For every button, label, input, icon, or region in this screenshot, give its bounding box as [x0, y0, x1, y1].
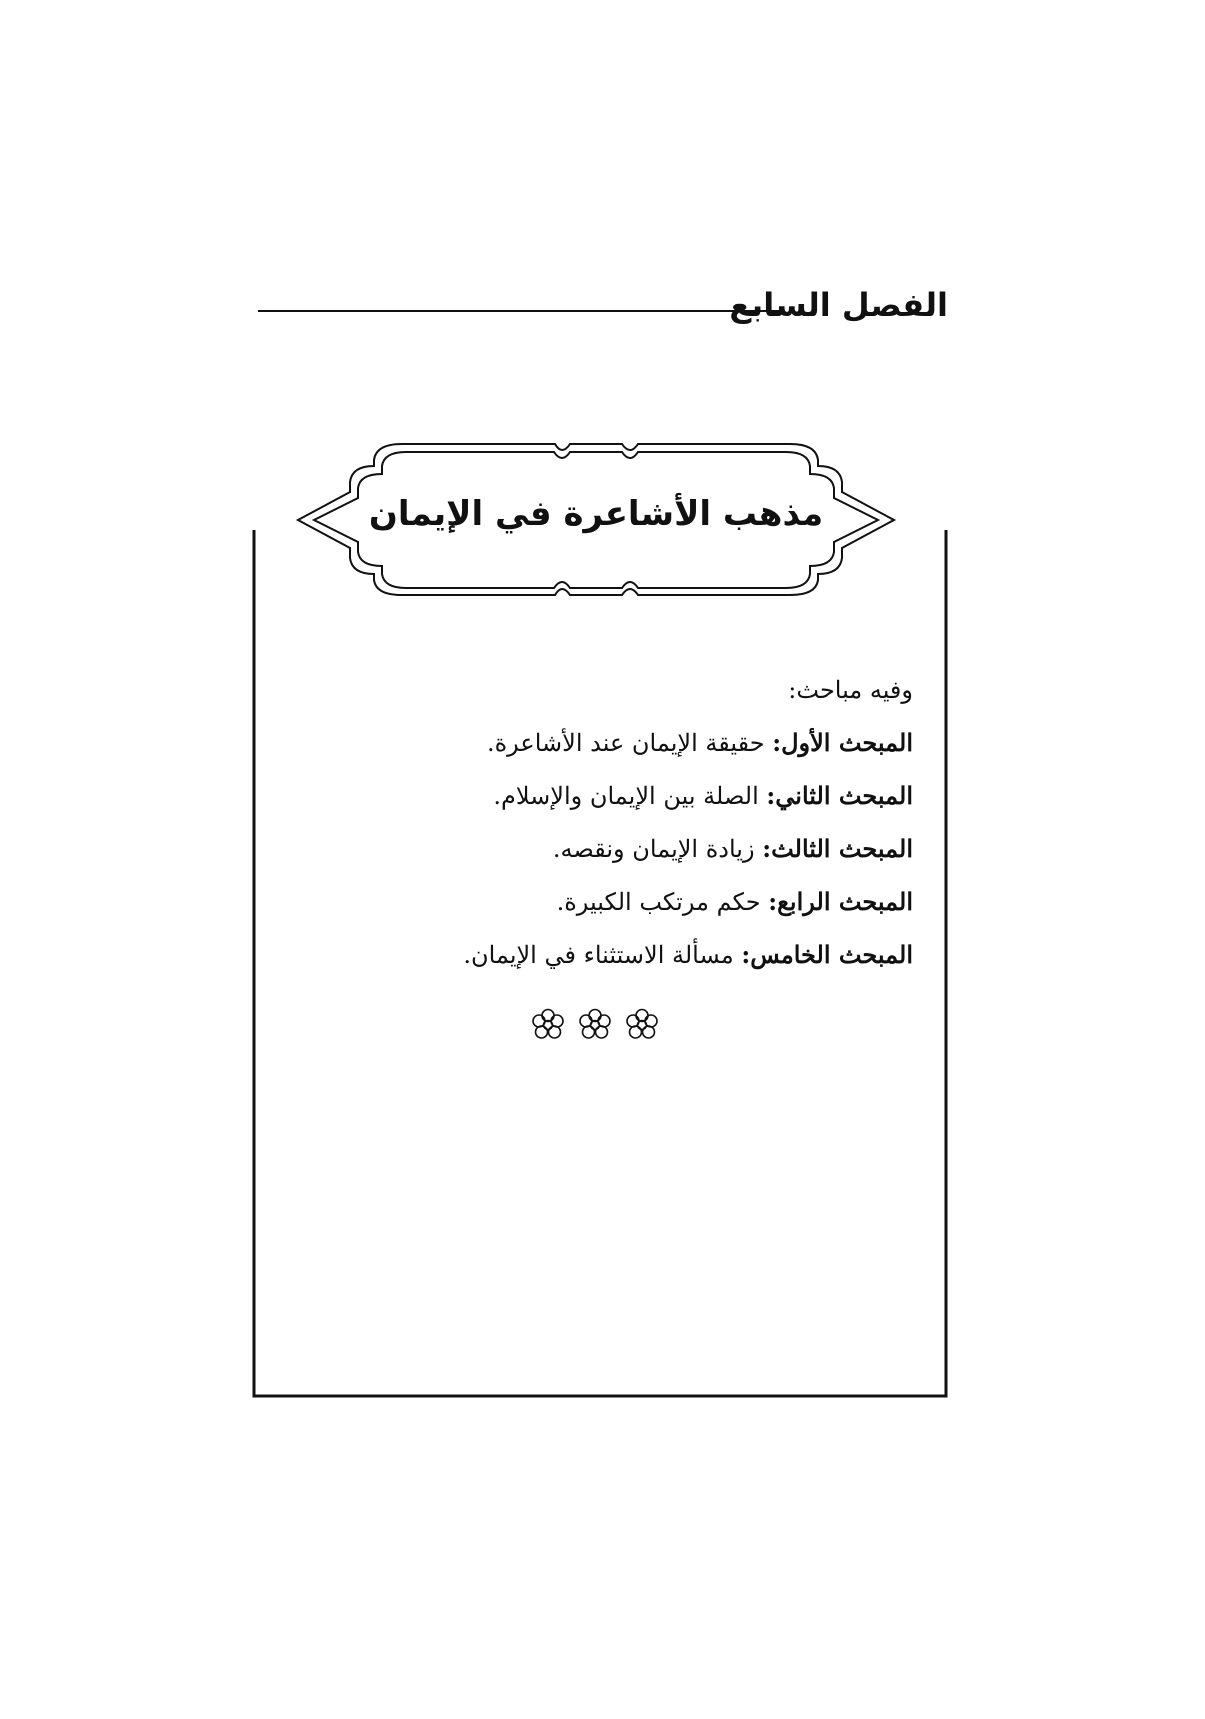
chapter-title: الفصل السابع	[729, 286, 948, 324]
cartouche-title: مذهب الأشاعرة في الإيمان	[368, 494, 824, 534]
ornament-row	[530, 1005, 660, 1045]
section-item	[393, 823, 913, 876]
section-list	[393, 665, 913, 982]
section-text: حكم مرتكب الكبيرة.	[556, 888, 769, 916]
section-item	[393, 717, 913, 770]
section-item	[393, 876, 913, 929]
section-item	[393, 770, 913, 823]
title-cartouche	[290, 432, 902, 607]
section-text: حقيقة الإيمان عند الأشاعرة.	[486, 729, 773, 757]
section-label: المبحث الأول:	[772, 728, 913, 757]
section-label: المبحث الثاني:	[766, 781, 913, 810]
section-label: المبحث الخامس:	[741, 940, 913, 969]
chapter-rule	[258, 310, 780, 312]
rosette-icon	[577, 1007, 613, 1043]
section-item	[393, 929, 913, 982]
section-text: زيادة الإيمان ونقصه.	[552, 835, 763, 863]
section-text: الصلة بين الإيمان والإسلام.	[493, 782, 767, 810]
section-label: المبحث الثالث:	[762, 834, 913, 863]
intro-line: وفيه مباحث:	[788, 676, 913, 704]
section-text: مسألة الاستثناء في الإيمان.	[463, 941, 742, 969]
rosette-icon	[624, 1007, 660, 1043]
chapter-heading	[258, 282, 948, 328]
section-label: المبحث الرابع:	[768, 887, 913, 916]
rosette-icon	[530, 1007, 566, 1043]
